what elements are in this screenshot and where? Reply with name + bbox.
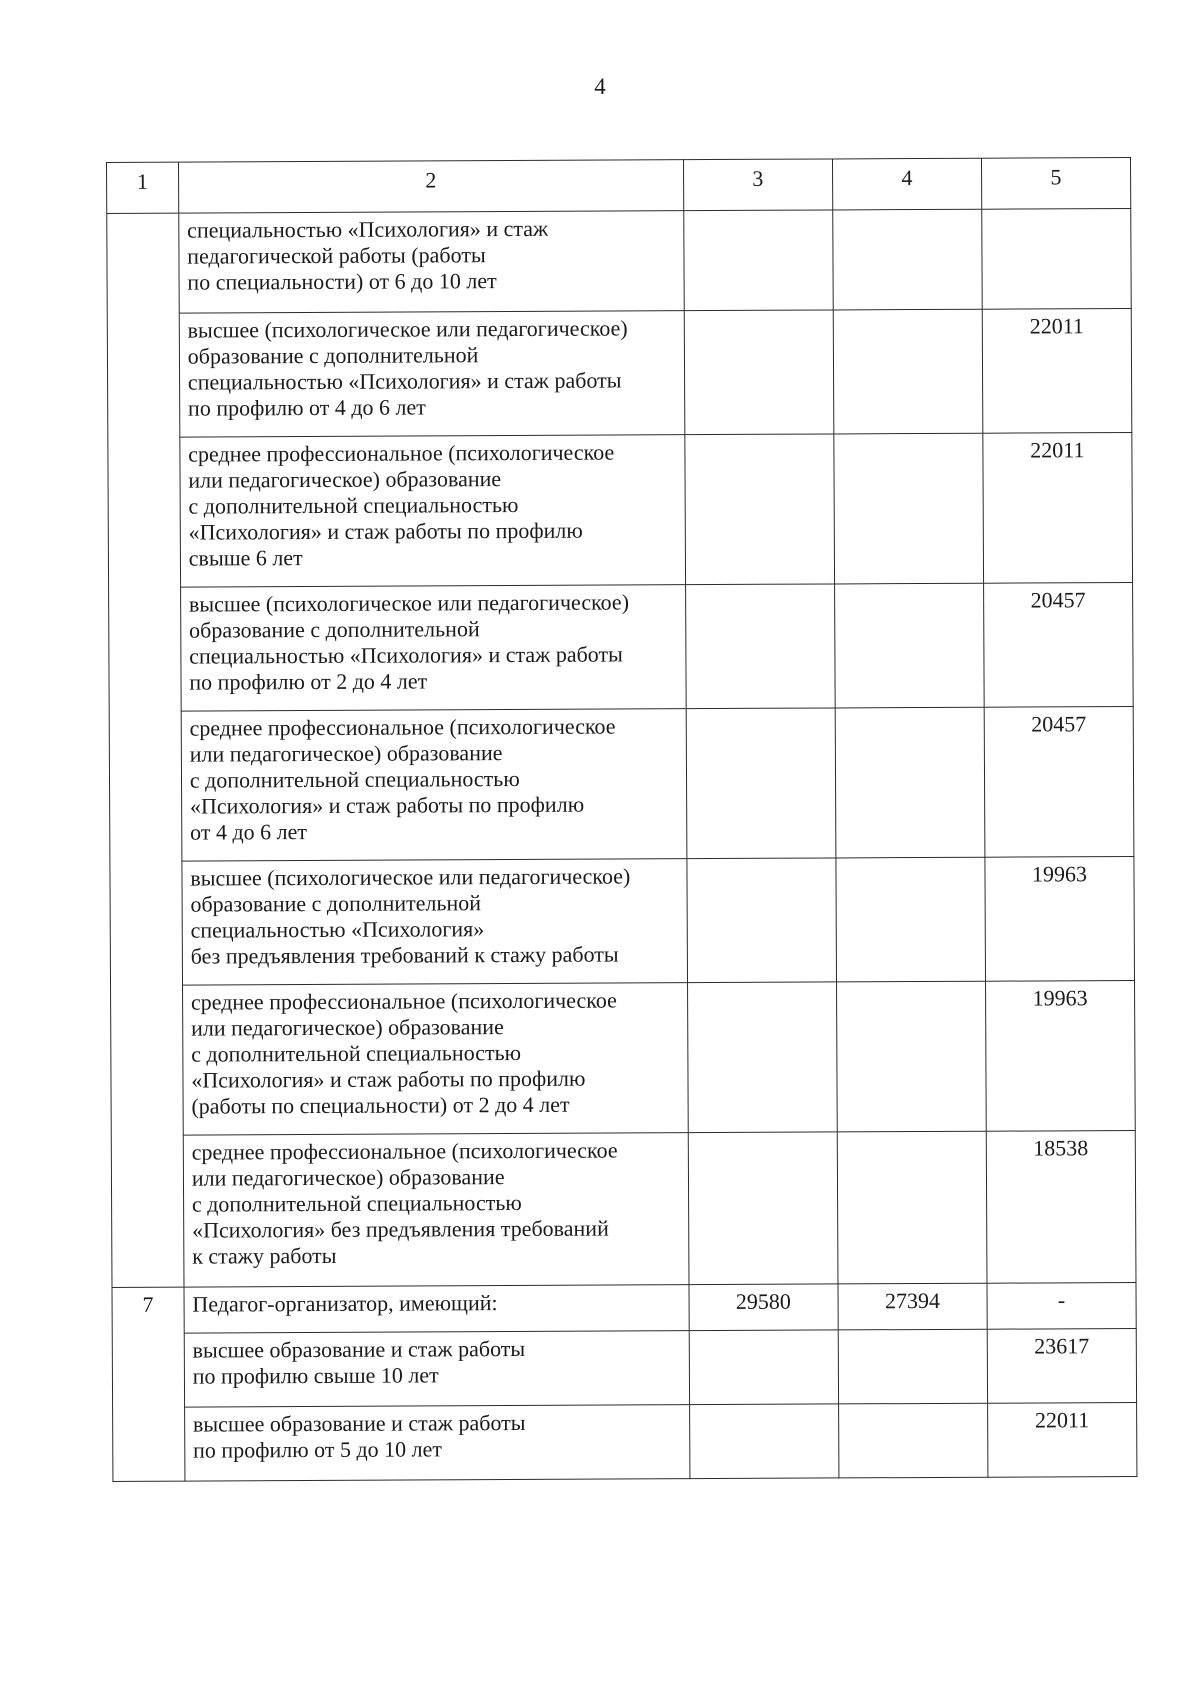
row-number-cell: 7 — [112, 1287, 185, 1481]
col5-cell: 19963 — [985, 856, 1135, 981]
table-row — [110, 856, 1135, 985]
table-row — [113, 1402, 1137, 1481]
col3-cell — [685, 584, 835, 709]
salary-table — [106, 157, 1137, 1482]
col5-cell: 20457 — [983, 582, 1133, 707]
table-row — [109, 706, 1134, 861]
page-number: 4 — [594, 74, 606, 99]
col4-cell — [833, 209, 983, 310]
col5-cell: 22011 — [982, 308, 1132, 433]
col3-cell — [684, 310, 834, 435]
row-number-cell — [107, 213, 184, 1287]
description-cell: высшее (психологическое или педагогическое) образование с дополнительной специальностью «Психология» и стаж работы по профилю от 2 до 4 лет — [180, 585, 686, 711]
description-cell: Педагог-организатор, имеющий: — [184, 1285, 689, 1333]
col4-cell — [838, 1329, 987, 1404]
description-cell: среднее профессиональное (психологическое или педагогическое) образование с дополнительной специальностью «Психология» без предъявления требований к стажу работы — [183, 1133, 689, 1287]
col3-cell — [687, 858, 837, 983]
col3-cell — [686, 708, 836, 859]
col3-cell — [689, 1330, 838, 1405]
table-row — [111, 980, 1136, 1135]
table-row — [111, 1130, 1136, 1287]
col4-cell — [838, 1403, 987, 1478]
col3-cell — [683, 210, 833, 311]
table-row — [108, 432, 1133, 587]
col5-cell: 22011 — [983, 432, 1133, 583]
header-cell-5: 5 — [981, 157, 1130, 209]
table-row — [107, 208, 1131, 313]
col3-cell — [688, 1132, 838, 1285]
header-row — [107, 157, 1131, 213]
description-cell: высшее (психологическое или педагогическое) образование с дополнительной специальностью «Психология» без предъявления требований к стажу работы — [182, 859, 688, 985]
header-cell-2: 2 — [178, 160, 683, 213]
col3-cell — [685, 434, 835, 585]
header-cell-3: 3 — [683, 159, 832, 211]
col5-cell: 19963 — [985, 980, 1135, 1131]
col4-cell: 27394 — [838, 1283, 987, 1330]
description-cell: специальностью «Психология» и стаж педагогической работы (работы по специальности) от 6 до 10 лет — [179, 211, 684, 313]
description-cell: высшее образование и стаж работы по профилю свыше 10 лет — [184, 1331, 689, 1407]
header-cell-1: 1 — [107, 162, 179, 213]
col5-cell: 20457 — [984, 706, 1134, 857]
table-row — [109, 582, 1134, 711]
col5-cell: 18538 — [986, 1130, 1136, 1283]
header-cell-4: 4 — [832, 158, 981, 210]
col5-cell: 23617 — [987, 1328, 1136, 1403]
table-row — [107, 308, 1132, 437]
table-row — [112, 1282, 1136, 1333]
description-cell: высшее (психологическое или педагогическое) образование с дополнительной специальностью «Психология» и стаж работы по профилю от 4 до 6 лет — [179, 311, 685, 437]
col4-cell — [837, 1131, 987, 1284]
col3-cell — [689, 1404, 838, 1479]
col5-cell: - — [987, 1282, 1136, 1329]
col4-cell — [836, 857, 986, 982]
table-row — [112, 1328, 1136, 1407]
col5-cell: 22011 — [987, 1402, 1136, 1477]
col3-cell: 29580 — [689, 1284, 838, 1331]
col4-cell — [834, 583, 984, 708]
col4-cell — [836, 981, 986, 1132]
col3-cell — [687, 982, 837, 1133]
col4-cell — [835, 707, 985, 858]
col4-cell — [833, 309, 983, 434]
col4-cell — [834, 433, 984, 584]
description-cell: среднее профессиональное (психологическое или педагогическое) образование с дополнительной специальностью «Психология» и стаж работы по профилю свыше 6 лет — [180, 435, 686, 587]
description-cell: среднее профессиональное (психологическое или педагогическое) образование с дополнительной специальностью «Психология» и стаж работы по профилю (работы по специальности) от 2 до 4 лет — [182, 983, 688, 1135]
description-cell: высшее образование и стаж работы по профилю от 5 до 10 лет — [184, 1405, 689, 1481]
description-cell: среднее профессиональное (психологическое или педагогическое) образование с дополнительной специальностью «Психология» и стаж работы по профилю от 4 до 6 лет — [181, 709, 687, 861]
col5-cell — [982, 208, 1132, 309]
